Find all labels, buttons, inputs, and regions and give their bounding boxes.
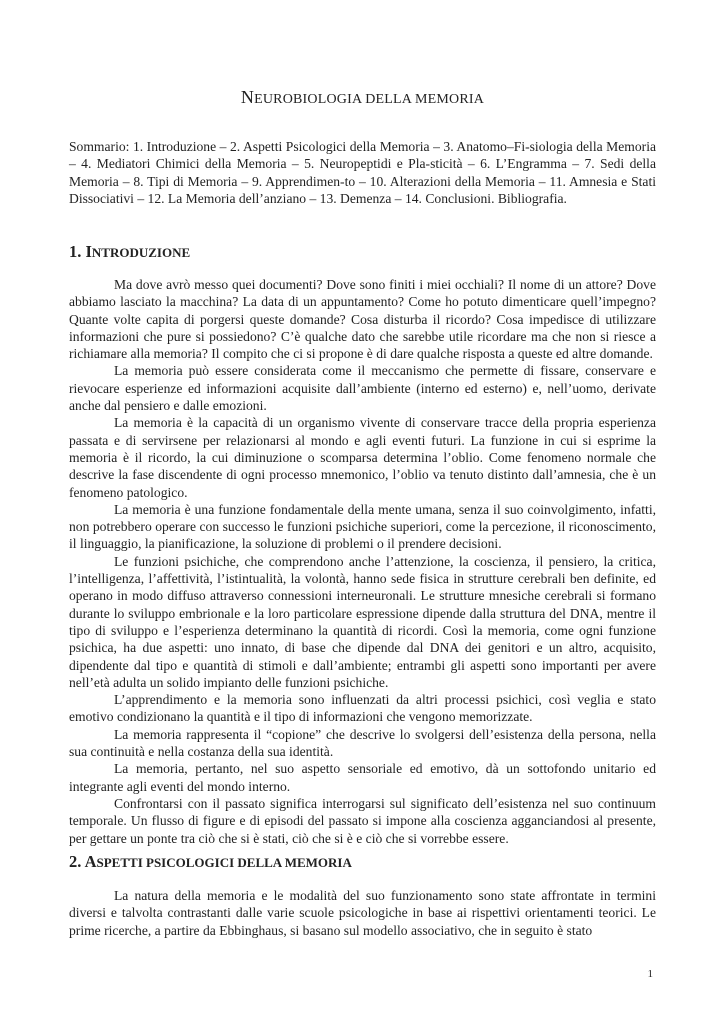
section-2-heading-initial: 2. A: [69, 852, 97, 871]
paragraph: Confrontarsi con il passato significa interrogarsi sul significato dell’esistenza nel suo continuum temporale. Un flusso di figure e di episodi del passato si impone alla coscienza agganciandosi al presente, per gettare un ponte tra ciò che si è stati, ciò che si è e ciò che si vorrebbe essere.: [69, 795, 656, 846]
paragraph: L’apprendimento e la memoria sono influenzati da altri processi psichici, così veglia e stato emotivo condizionano la quantità e il tipo di informazioni che vengono memorizzate.: [69, 692, 656, 725]
title-rest: EUROBIOLOGIA DELLA MEMORIA: [254, 92, 485, 107]
title-initial: N: [240, 87, 255, 107]
paragraph: La memoria può essere considerata come il meccanismo che permette di fissare, conservare e rievocare esperienze ed informazioni acquisite dall’ambiente (interno ed esterno) e, nell’uomo, derivate anche dal pensiero e dalle emozioni.: [69, 363, 656, 414]
document-title: [0, 89, 725, 108]
paragraph: Le funzioni psichiche, che comprendono anche l’attenzione, la coscienza, il pensiero, la critica, l’intelligenza, l’affettività, l’istintualità, la volontà, hanno sede fisica in strutture cerebrali ben definite, ed operano in modo diffuso attraverso connessioni interneuronali. Le strutture mnesiche cerebrali si formano durante lo sviluppo embrionale e la loro particolare espressione dipende dalla struttura del DNA, mentre il tipo di sviluppo e l’esperienza determinano la quantità di ricordi. Così la memoria, come ogni funzione psichica, ha due aspetti: uno innato, di base che dipende dal DNA dei genitori e un altro, acquisito, dipendente dal tipo e quantità di stimoli e dall’ambiente; entrambi gli aspetti sono importanti per avere nell’età adulta un solido impianto delle funzioni psichiche.: [69, 553, 656, 690]
summary: Sommario: 1. Introduzione – 2. Aspetti Psicologici della Memoria – 3. Anatomo–Fi-siologia della Memoria – 4. Mediatori Chimici della Memoria – 5. Neuropeptidi e Pla-sticità – 6. L’Engramma – 7. Sedi della Memoria – 8. Tipi di Memoria – 9. Apprendimen-to – 10. Alterazioni della Memoria – 11. Amnesia e Stati Dissociativi – 12. La Memoria dell’anziano – 13. Demenza – 14. Conclusioni. Bibliografia.: [69, 139, 656, 206]
section-1-heading-rest: NTRODUZIONE: [91, 245, 191, 260]
paragraph: La memoria è una funzione fondamentale della mente umana, senza il suo coinvolgimento, infatti, non potrebbero operare con successo le funzioni psichiche superiori, come la percezione, il riconoscimento, il linguaggio, la pianificazione, la soluzione di problemi o il prendere decisioni.: [69, 501, 656, 552]
paragraph: La memoria rappresenta il “copione” che descrive lo svolgersi dell’esistenza della persona, nella sua continuità e nella costanza della sua identità.: [69, 726, 656, 760]
section-1-heading: [69, 243, 190, 261]
page-number: 1: [647, 968, 653, 980]
paragraph: La natura della memoria e le modalità del suo funzionamento sono state affrontate in termini diversi e talvolta contrastanti dalle varie scuole psicologiche in base ai rispettivi orientamenti teorici. Le prime ricerche, a partire da Ebbinghaus, si basano sul modello associativo, che in seguito è stato: [69, 888, 656, 938]
section-1-heading-initial: 1. I: [69, 242, 92, 261]
paragraph: La memoria è la capacità di un organismo vivente di conservare tracce della propria esperienza passata e di servirsene per relazionarsi al mondo e agli eventi futuri. La funzione in cui si esprime la memoria è il ricordo, la cui diminuzione o scomparsa determina l’oblio. Come fenomeno normale che descrive la fase discendente di ogni processo mnemonico, l’oblio va tenuto distinto dall’amnesia, che è un fenomeno patologico.: [69, 415, 656, 500]
section-1-body: [69, 276, 656, 847]
section-2-body: [69, 887, 656, 939]
paragraph: La memoria, pertanto, nel suo aspetto sensoriale ed emotivo, dà un sottofondo unitario ed integrante agli eventi del mondo interno.: [69, 761, 656, 794]
section-2-heading: [69, 853, 352, 871]
section-2-heading-rest: SPETTI PSICOLOGICI DELLA MEMORIA: [96, 855, 352, 870]
paragraph: Ma dove avrò messo quei documenti? Dove sono finiti i miei occhiali? Il nome di un attore? Dove abbiamo lasciato la macchina? La data di un appuntamento? Come ho potuto dimenticare quell’impegno? Quante volte capita di porgersi queste domande? Cosa disturba il ricordo? Cosa impedisce di utilizzare informazioni che pure si possiedono? C’è qualche dato che sarebbe utile ricordare ma che non si riesce a richiamare alla memoria? Il compito che ci si propone è di dare qualche risposta a queste ed altre domande.: [69, 277, 656, 362]
